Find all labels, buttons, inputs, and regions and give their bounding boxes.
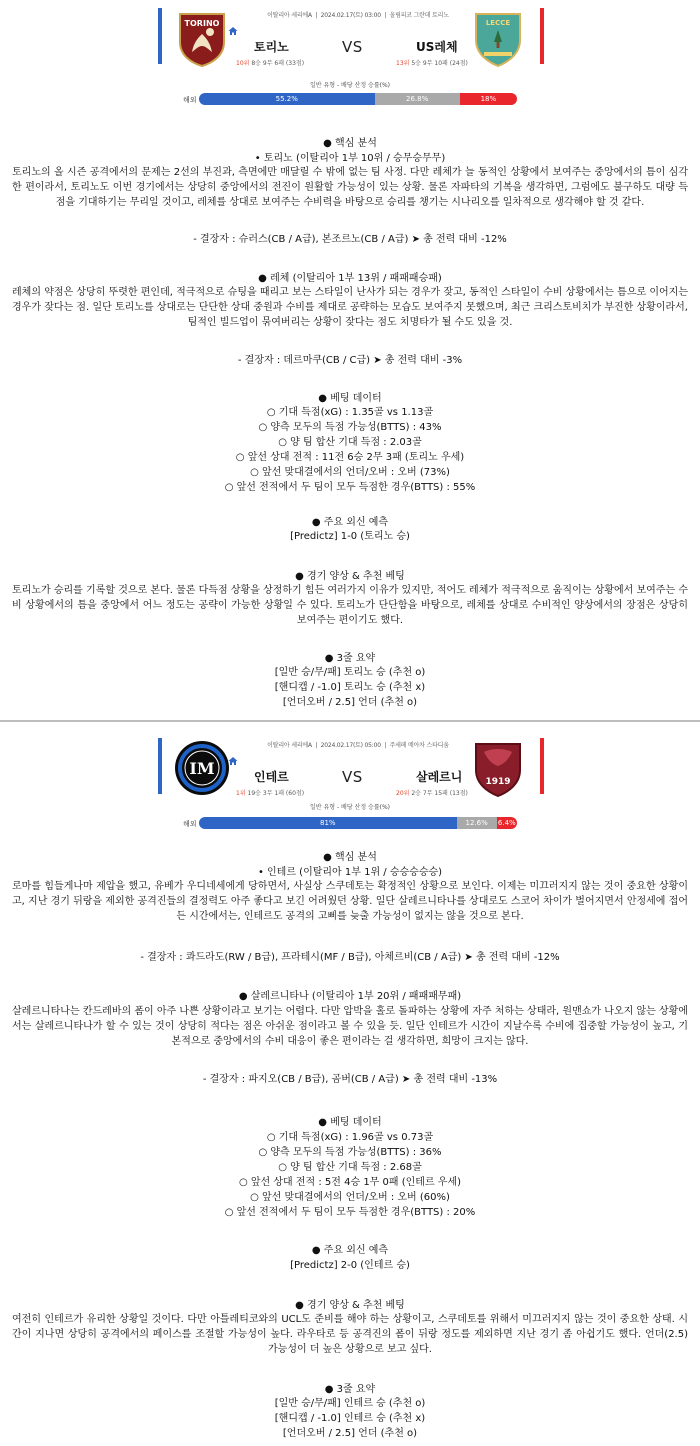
recommend-body: 여전히 인테르가 유리한 상황일 것이다. 다만 아틀레티코와의 UCL도 준비를 해야 하는 상황이고, 스쿠데토를 위해서 미끄러지지 않는 것이 중요한 상태. 시간이 지나면 상당히 공격에서의 페이스를 조절할 가능성이 높다. 라우타로 등 공격진의 폼이 뒤랑 정도를 제외하면 지난 경기 좀 아쉽기도 했다. 언더(2.5) 가능성이 더 높은 상황으로 보고 싶다. — [12, 1314, 688, 1355]
betting-line: ○ 앞선 상대 전적 : 5전 4승 1무 0패 (인테르 우세) — [238, 1177, 462, 1188]
summary-line: [일반 승/무/패] 인테르 승 (추천 o) — [274, 1398, 426, 1409]
venue-name: 주세페 메아차 스타디움 — [389, 742, 449, 749]
odds-bar — [199, 93, 517, 105]
odds-title: 일반 유형 - 배당 산정 승률(%) — [309, 82, 391, 89]
home-absentees: - 결장자 : 슈러스(CB / A급), 본조르노(CB / A급) ➤ 총 전력 대비 -12% — [193, 234, 507, 245]
home-absentees: - 결장자 : 콰드라도(RW / B급), 프라테시(MF / B급), 아체르비(CB / A급) ➤ 총 전력 대비 -12% — [140, 952, 560, 963]
vs-label: VS — [342, 768, 363, 786]
odds-label: 해외 — [183, 96, 197, 104]
match-meta: 이탈리아 세리에A | 2024.02.17(토) 03:00 | 올림피코 그란데 토리노 — [267, 12, 449, 19]
recommend-title: ● 경기 양상 & 추천 베팅 — [295, 1300, 405, 1311]
home-analysis: 로마를 힘들게나마 제압을 했고, 유베가 우디네세에게 당하면서, 사실상 스쿠데토는 확정적인 상황으로 보인다. 이제는 미끄러지지 않는 것이 중요한 상황이고, 지난 경기 뒤랑을 제외한 공격진들의 결정력도 아주 좋다고 보긴 어려웠던 상황. 일단 살레르니타나를 상대로도 스코어 차이가 벌어지면서 안정세에 접어든 시간에서는, 인테르도 공격의 고삐를 늦출 가능성이 없지는 않을 것으로 본다. — [12, 881, 688, 922]
match-card-1 — [0, 0, 700, 722]
odds-home-segment: 55.2% — [199, 93, 375, 105]
away-heading: ● 레체 (이탈리아 1부 13위 / 패패패승패) — [258, 273, 442, 284]
betting-line: ○ 앞선 맞대결에서의 언더/오버 : 오버 (60%) — [250, 1192, 450, 1203]
home-record — [236, 58, 304, 67]
odds-away-segment: 18% — [460, 93, 517, 105]
match-card-2 — [0, 722, 700, 1446]
home-team-name: 인테르 — [254, 770, 289, 784]
away-color-bar — [540, 8, 544, 64]
torino-logo-icon — [172, 8, 232, 68]
vs-label: VS — [342, 38, 363, 56]
summary-line: [언더오버 / 2.5] 언더 (추천 o) — [282, 1428, 418, 1439]
home-record — [236, 788, 304, 797]
match-date: 2024.02.17(토) 03:00 — [320, 12, 381, 19]
logo-text: IM — [189, 759, 215, 778]
betting-line: ○ 기대 득점(xG) : 1.35골 vs 1.13골 — [266, 407, 434, 418]
recommend-title: ● 경기 양상 & 추천 베팅 — [295, 571, 405, 582]
away-team-name: 살레르니 — [416, 770, 463, 784]
away-team-name: US레체 — [416, 40, 458, 54]
salernitana-logo-icon — [468, 738, 528, 798]
venue-name: 올림피코 그란데 토리노 — [389, 12, 449, 19]
odds-home-segment: 81% — [199, 817, 457, 829]
away-absentees: - 결장자 : 파지오(CB / B급), 곰버(CB / A급) ➤ 총 전력 대비 -13% — [202, 1074, 498, 1085]
odds-label: 해외 — [183, 820, 197, 828]
match-date: 2024.02.17(토) 05:00 — [320, 742, 381, 749]
away-analysis: 살레르니타나는 칸드레바의 폼이 아주 나쁜 상황이라고 보기는 어렵다. 다만 압박을 홀로 돌파하는 상황에 자주 처하는 상태라, 원맨쇼가 나오지 않는 상황에서는 살레르니타나가 할 수 있는 것이 상당히 적다는 점은 아쉬운 점이라고 볼 수 있을 듯. 일단 인테르가 시간이 지날수록 수비에 집중할 가능성이 높고, 기본적으로 중앙에서의 수비 대응이 좋은 편이라는 걸 생각하면, 희망이 크지는 않다. — [12, 1006, 688, 1047]
betting-line: ○ 양 팀 합산 기대 득점 : 2.68골 — [278, 1162, 422, 1173]
away-analysis: 레체의 약점은 상당히 뚜렷한 편인데, 적극적으로 슈팅을 때리고 보는 스타일이 난사가 되는 경우가 잦고, 동적인 스타일이 수비 상황에서는 틈으로 이어지는 경우가 잦다는 점. 일단 토리노를 상대로는 단단한 상대 중원과 수비를 제대로 공략하는 모습도 보여주지 못했으며, 최근 크리스토비치가 부진한 상황이라서, 팀적인 빌드업이 묶여버리는 상황이 잦다는 점도 치명타가 될 수도 있을 것. — [12, 287, 688, 328]
betting-line: ○ 앞선 전적에서 두 팀이 모두 득점한 경우(BTTS) : 55% — [224, 482, 476, 493]
summary-line: [언더오버 / 2.5] 언더 (추천 o) — [282, 697, 418, 708]
home-analysis: 토리노의 올 시즌 공격에서의 문제는 2선의 부진과, 측면에만 매달릴 수 밖에 없는 팀 사정. 다만 레체가 늘 동적인 상황에서 보여주는 중앙에서의 틈이 심각한 편이라서, 토리노도 이번 경기에서는 상당히 중앙에서의 전진이 원활할 가능성이 있는 상황. 물론 자파타의 기복을 생각하면, 그럼에도 불구하도 대량 득점을 기대하기는 무리일 것이고, 레체를 상대로 보여주는 수비력을 바탕으로 승리를 챙기는 시나리오를 일차적으로 생각해야 할 것 같다. — [12, 167, 688, 208]
betting-line: ○ 앞선 상대 전적 : 11전 6승 2무 3패 (토리노 우세) — [235, 452, 465, 463]
recommend-body: 토리노가 승리를 기록할 것으로 본다. 물론 다득점 상황을 상정하기 힘든 여러가지 이유가 있지만, 적어도 레체가 적극적으로 움직이는 상황에서 보여주는 수비 상황에서의 틈을 중앙에서 어느 정도는 공략이 가능한 상황일 수 있다. 토리노가 단단함을 바탕으로, 레체를 상대로 수비적인 양상에서의 장점은 상당히 보여주는 편이기도 했다. — [12, 585, 688, 626]
prediction-title: ● 주요 외신 예측 — [311, 517, 389, 528]
betting-title: ● 베팅 데이터 — [318, 393, 382, 404]
inter-logo-icon — [172, 738, 232, 798]
betting-line: ○ 양 팀 합산 기대 득점 : 2.03골 — [278, 437, 422, 448]
betting-line: ○ 양측 모두의 득점 가능성(BTTS) : 36% — [258, 1147, 442, 1158]
lecce-logo-icon — [468, 8, 528, 68]
odds-away-segment: 6.4% — [497, 819, 516, 827]
betting-line: ○ 앞선 맞대결에서의 언더/오버 : 오버 (73%) — [250, 467, 450, 478]
logo-text: 1919 — [485, 777, 511, 787]
prediction-line: [Predictz] 2-0 (인테르 승) — [290, 1260, 410, 1271]
analysis-title: ● 핵심 분석 — [323, 138, 377, 149]
summary-list — [0, 665, 700, 710]
home-record-text: 19승 3무 1패 (60점) — [247, 790, 305, 797]
betting-title: ● 베팅 데이터 — [318, 1117, 382, 1128]
home-record-text: 8승 9무 6패 (33점) — [251, 60, 305, 67]
away-record-text: 2승 7무 15패 (13점) — [411, 790, 468, 797]
match-meta: 이탈리아 세리에A | 2024.02.17(토) 05:00 | 주세페 메아차 스타디움 — [267, 742, 449, 749]
home-color-bar — [158, 8, 162, 64]
home-heading: • 토리노 (이탈리아 1부 10위 / 승무승무무) — [254, 153, 446, 164]
away-record-text: 5승 9무 10패 (24점) — [411, 60, 468, 67]
betting-list — [0, 1130, 700, 1220]
away-rank: 20위 — [396, 790, 410, 797]
prediction-line: [Predictz] 1-0 (토리노 승) — [290, 531, 410, 542]
away-color-bar — [540, 738, 544, 794]
summary-list — [0, 1396, 700, 1441]
betting-list — [0, 405, 700, 495]
away-record — [396, 788, 468, 797]
league-name: 이탈리아 세리에A — [267, 12, 312, 19]
summary-line: [핸디캡 / -1.0] 인테르 승 (추천 x) — [274, 1413, 426, 1424]
home-icon — [228, 756, 238, 766]
betting-line: ○ 앞선 전적에서 두 팀이 모두 득점한 경우(BTTS) : 20% — [224, 1207, 476, 1218]
home-icon — [228, 26, 238, 36]
home-team-name: 토리노 — [254, 40, 289, 54]
summary-line: [핸디캡 / -1.0] 토리노 승 (추천 x) — [274, 682, 426, 693]
match-header — [158, 736, 544, 806]
odds-bar — [199, 817, 517, 829]
prediction-title: ● 주요 외신 예측 — [311, 1245, 389, 1256]
odds-draw-segment: 26.8% — [375, 93, 460, 105]
away-heading: ● 살레르니타나 (이탈리아 1부 20위 / 패패패무패) — [238, 991, 462, 1002]
match-header — [158, 6, 544, 76]
logo-text: TORINO — [184, 19, 220, 28]
home-heading: • 인테르 (이탈리아 1부 1위 / 승승승승승) — [257, 867, 443, 878]
summary-title: ● 3줄 요약 — [324, 653, 376, 664]
summary-line: [일반 승/무/패] 토리노 승 (추천 o) — [274, 667, 426, 678]
home-rank: 1위 — [236, 790, 246, 797]
away-rank: 13위 — [396, 60, 410, 67]
league-name: 이탈리아 세리에A — [267, 742, 312, 749]
logo-text: LECCE — [485, 19, 511, 27]
betting-line: ○ 기대 득점(xG) : 1.96골 vs 0.73골 — [266, 1132, 434, 1143]
odds-draw-segment: 12.6% — [457, 817, 497, 829]
analysis-title: ● 핵심 분석 — [323, 852, 377, 863]
betting-line: ○ 양측 모두의 득점 가능성(BTTS) : 43% — [258, 422, 442, 433]
odds-title: 일반 유형 - 배당 산정 승률(%) — [309, 804, 391, 811]
home-rank: 10위 — [236, 60, 250, 67]
away-absentees: - 결장자 : 데르마쿠(CB / C급) ➤ 총 전력 대비 -3% — [237, 355, 463, 366]
away-record — [396, 58, 468, 67]
summary-title: ● 3줄 요약 — [324, 1384, 376, 1395]
home-color-bar — [158, 738, 162, 794]
